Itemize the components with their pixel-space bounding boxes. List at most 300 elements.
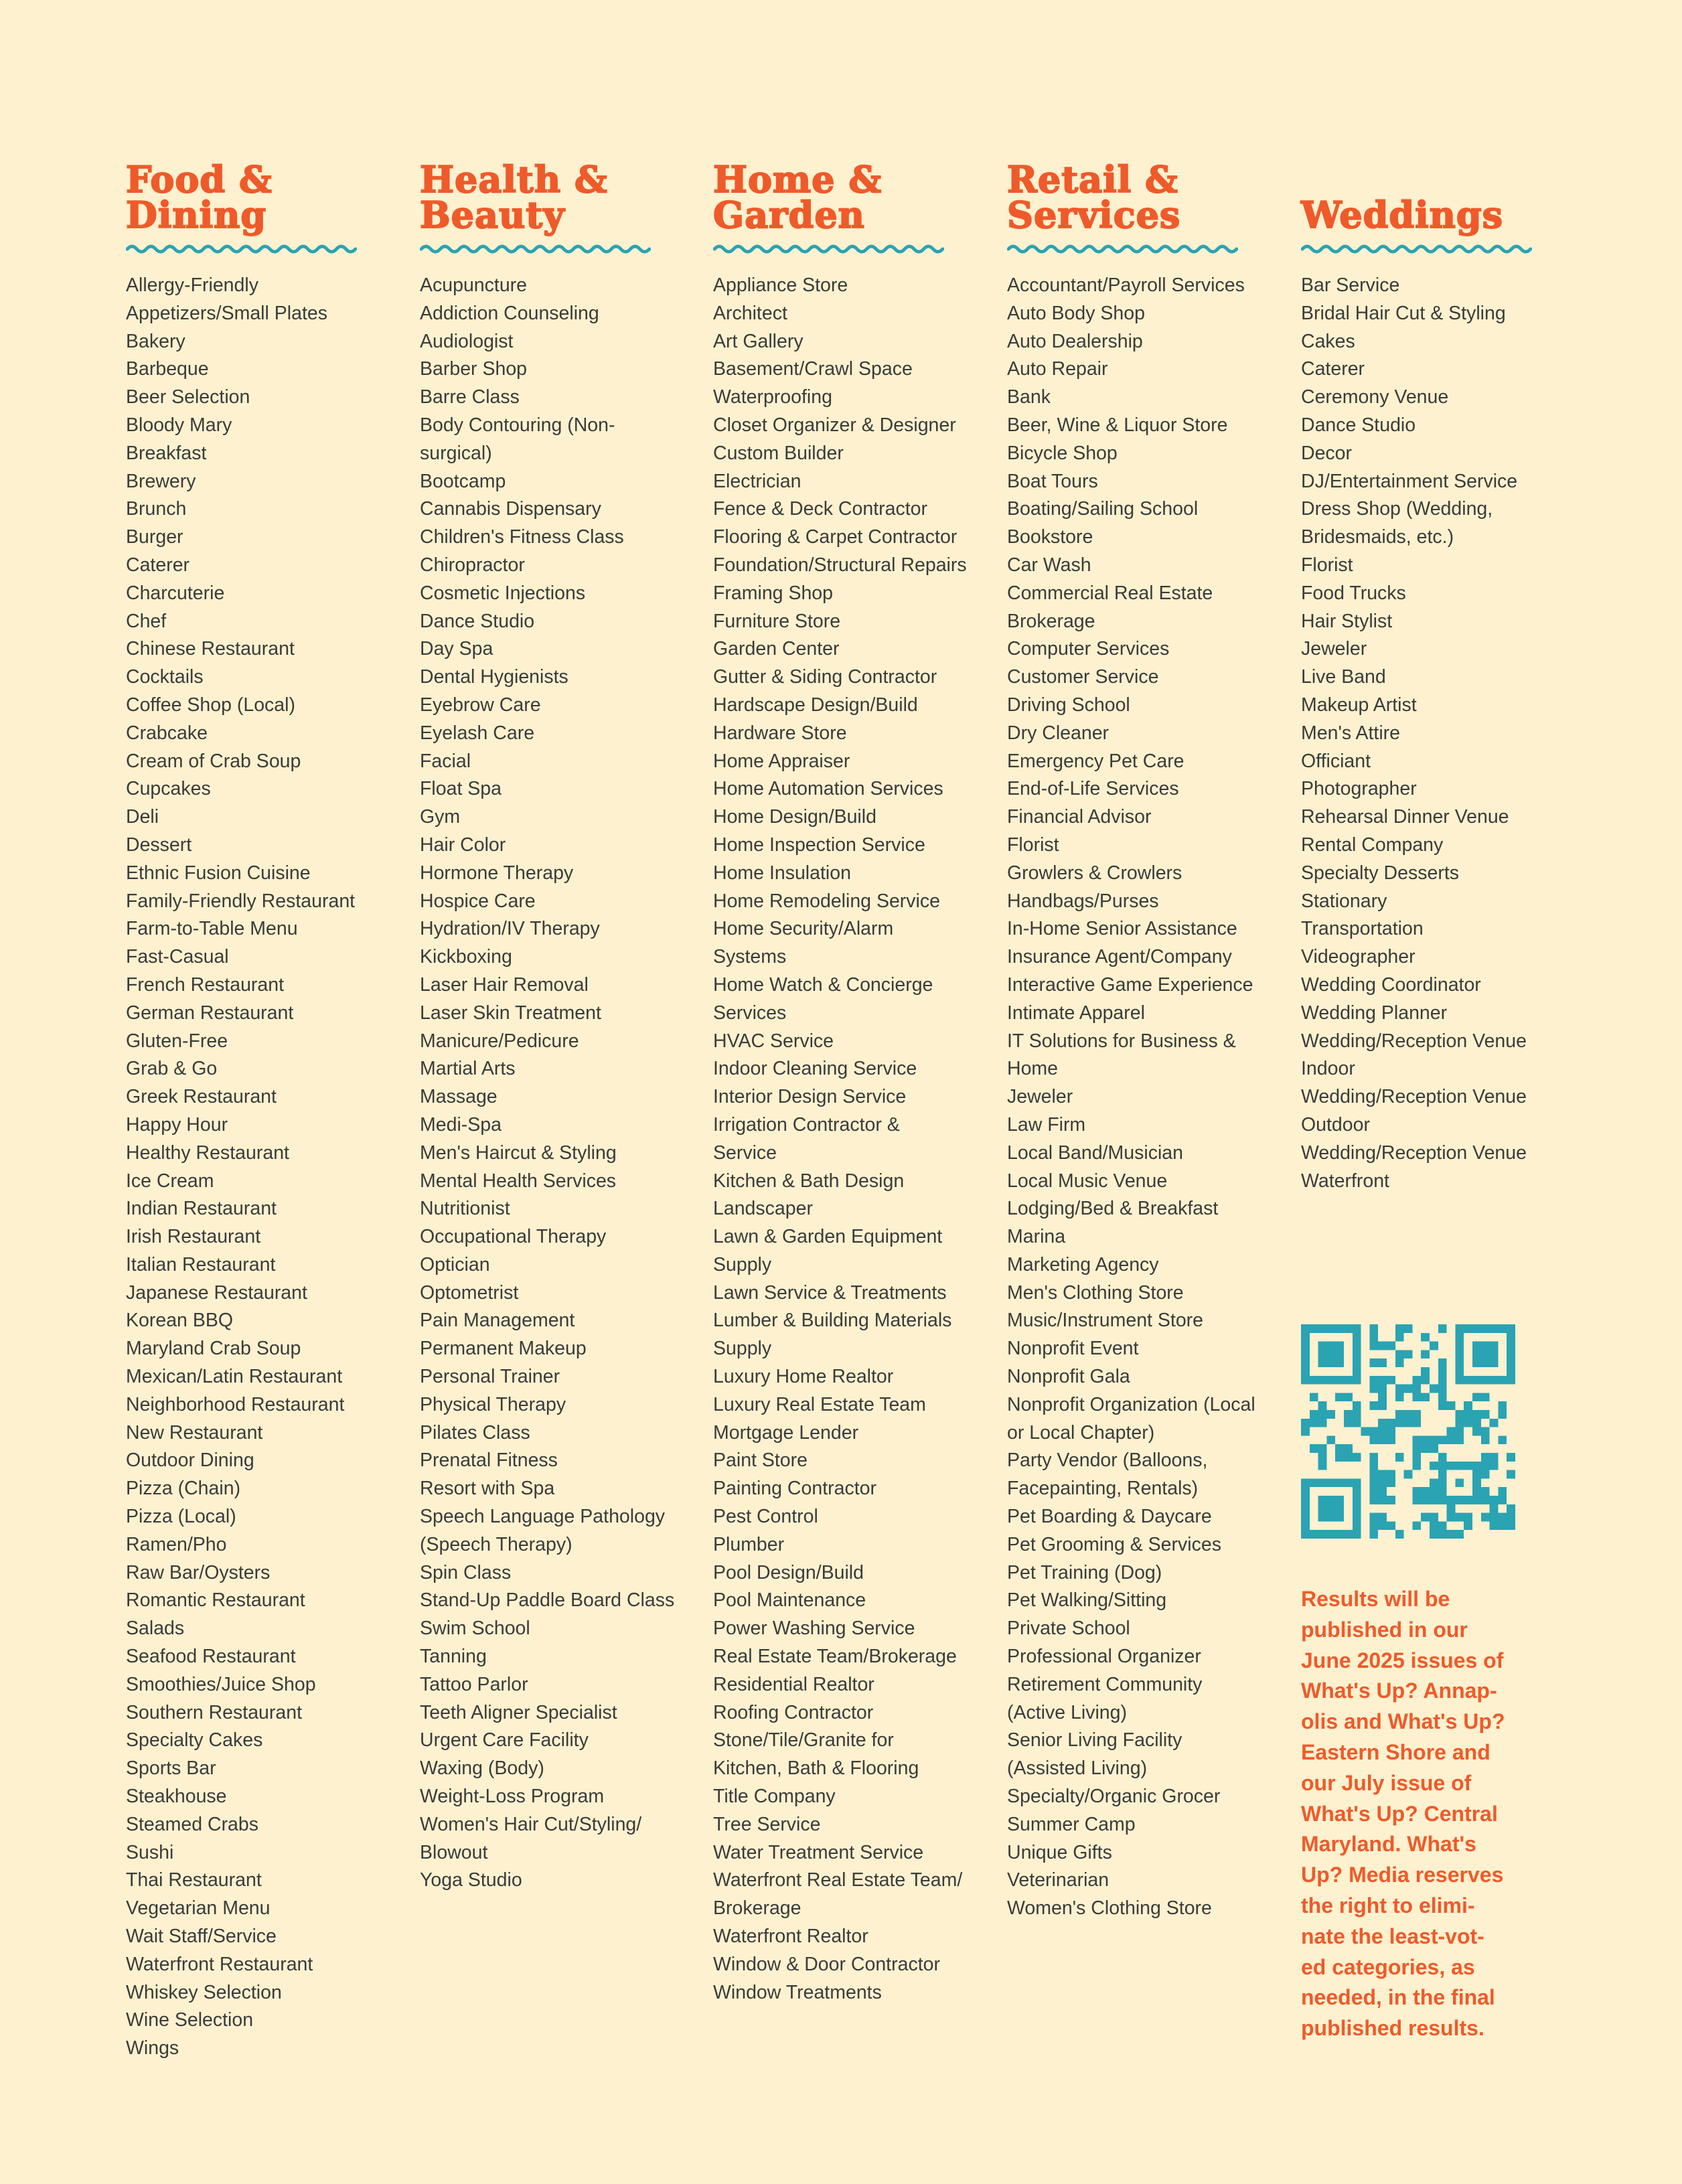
results-note-line: ed categories, as	[1301, 1954, 1475, 1979]
category-item: Window Treatments	[713, 1981, 882, 2003]
category-item: Eyelash Care	[420, 722, 535, 744]
category-item: German Restaurant	[126, 1002, 294, 1024]
category-item: Medi-Spa	[420, 1113, 502, 1136]
category-item: Stand-Up Paddle Board Class	[420, 1589, 675, 1612]
category-item: Chinese Restaurant	[126, 638, 295, 660]
category-item: Family-Friendly Restaurant	[126, 890, 356, 912]
category-item: Charcuterie	[126, 582, 225, 604]
category-item: Interactive Game Experience	[1007, 973, 1253, 996]
category-item: Auto Repair	[1007, 358, 1108, 380]
category-item: Home Automation Services	[713, 778, 943, 800]
category-item: Appliance Store	[713, 275, 848, 296]
category-item: Bloody Mary	[126, 414, 232, 436]
column-heading-line: Retail &	[1007, 158, 1178, 201]
category-item: Mexican/Latin Restaurant	[126, 1366, 343, 1388]
category-item: Women's Hair Cut/Styling/	[420, 1813, 642, 1835]
category-item: Cocktails	[126, 666, 204, 688]
category-item: Interior Design Service	[713, 1086, 907, 1108]
column-heading-line: Beauty	[420, 193, 565, 236]
column-heading-line: Home &	[713, 158, 883, 201]
category-item: Martial Arts	[420, 1058, 516, 1080]
category-item: Dance Studio	[420, 610, 535, 632]
category-item: Women's Clothing Store	[1007, 1897, 1212, 1920]
category-item: Swim School	[420, 1618, 530, 1640]
category-item: Pool Design/Build	[713, 1561, 864, 1583]
category-item: Korean BBQ	[126, 1310, 234, 1332]
category-item: Pilates Class	[420, 1421, 530, 1444]
category-item: Facial	[420, 750, 471, 772]
category-item: Cupcakes	[126, 778, 211, 800]
category-item: Videographer	[1301, 946, 1416, 968]
category-item: Lawn & Garden Equipment	[713, 1226, 943, 1248]
category-item: Systems	[713, 946, 787, 968]
category-item: Indoor	[1301, 1058, 1355, 1080]
category-item: Plumber	[713, 1533, 785, 1555]
category-item: Barber Shop	[420, 358, 528, 380]
category-item: Teeth Aligner Specialist	[420, 1701, 617, 1723]
category-item: Wait Staff/Service	[126, 1926, 277, 1948]
category-item: Bicycle Shop	[1007, 442, 1118, 464]
column-heading	[126, 143, 394, 236]
category-item: Romantic Restaurant	[126, 1589, 305, 1612]
category-item: Gym	[420, 806, 461, 828]
category-item: Personal Trainer	[420, 1366, 560, 1388]
category-item: Veterinarian	[1007, 1869, 1110, 1891]
category-item: Professional Organizer	[1007, 1646, 1201, 1668]
category-item: Acupuncture	[420, 275, 528, 296]
category-item: (Active Living)	[1007, 1701, 1127, 1723]
category-item: Yoga Studio	[420, 1869, 522, 1891]
category-item: Marina	[1007, 1226, 1066, 1248]
category-item: Bootcamp	[420, 470, 506, 492]
category-item: Lodging/Bed & Breakfast	[1007, 1198, 1219, 1220]
category-item: Basement/Crawl Space	[713, 358, 913, 380]
category-item: Stone/Tile/Granite for	[713, 1729, 894, 1751]
category-item: Hair Stylist	[1301, 610, 1393, 632]
category-item: Summer Camp	[1007, 1813, 1136, 1835]
category-item: Pizza (Local)	[126, 1506, 236, 1528]
category-item: Paint Store	[713, 1450, 808, 1472]
category-item: Manicure/Pedicure	[420, 1030, 579, 1052]
category-item: Services	[713, 1002, 787, 1024]
results-note-line: June 2025 issues of	[1301, 1648, 1504, 1672]
results-note-line: published results.	[1301, 2016, 1484, 2041]
category-item: Specialty/Organic Grocer	[1007, 1786, 1221, 1808]
category-item: Closet Organizer & Designer	[713, 414, 956, 436]
category-item: Crabcake	[126, 722, 208, 744]
category-item: Resort with Spa	[420, 1478, 555, 1500]
category-item: Physical Therapy	[420, 1393, 566, 1415]
category-item: Foundation/Structural Repairs	[713, 554, 967, 576]
category-item: Wedding Planner	[1301, 1002, 1448, 1024]
column-heading-line: Services	[1007, 193, 1181, 236]
category-item: Float Spa	[420, 778, 502, 800]
category-item: Ethnic Fusion Cuisine	[126, 862, 311, 884]
category-item: Window & Door Contractor	[713, 1953, 940, 1975]
category-item: Jeweler	[1301, 638, 1367, 660]
category-item: Emergency Pet Care	[1007, 750, 1184, 772]
category-item: Addiction Counseling	[420, 302, 599, 324]
category-item: Ramen/Pho	[126, 1533, 227, 1555]
category-item: Salads	[126, 1618, 185, 1640]
category-item: Boat Tours	[1007, 470, 1098, 492]
category-item: Dry Cleaner	[1007, 722, 1110, 744]
category-item: Power Washing Service	[713, 1618, 915, 1640]
category-item: (Speech Therapy)	[420, 1533, 572, 1555]
category-item: Pain Management	[420, 1310, 575, 1332]
category-item: Specialty Cakes	[126, 1729, 263, 1751]
category-item: Barbeque	[126, 358, 209, 380]
category-item: Auto Body Shop	[1007, 302, 1145, 324]
category-item: Rehearsal Dinner Venue	[1301, 806, 1509, 828]
category-item: Japanese Restaurant	[126, 1281, 307, 1304]
category-item: Italian Restaurant	[126, 1253, 276, 1275]
category-item: (Assisted Living)	[1007, 1758, 1148, 1780]
category-item: Computer Services	[1007, 638, 1170, 660]
results-note-line: published in our	[1301, 1617, 1468, 1642]
category-item: Dance Studio	[1301, 414, 1416, 436]
wave-divider-icon	[126, 241, 357, 257]
category-item: Eyebrow Care	[420, 694, 541, 716]
category-item: Waxing (Body)	[420, 1758, 544, 1780]
category-item: In-Home Senior Assistance	[1007, 918, 1237, 940]
category-item: Cosmetic Injections	[420, 582, 586, 604]
category-item: Irish Restaurant	[126, 1226, 261, 1248]
category-item: Financial Advisor	[1007, 806, 1152, 828]
category-item: Kitchen & Bath Design	[713, 1170, 905, 1192]
category-item: Gutter & Siding Contractor	[713, 666, 937, 688]
category-item: Water Treatment Service	[713, 1841, 924, 1863]
category-item: Local Music Venue	[1007, 1170, 1168, 1192]
category-item: Indoor Cleaning Service	[713, 1058, 917, 1080]
wave-divider-icon	[1007, 241, 1238, 257]
category-item: Blowout	[420, 1841, 488, 1863]
category-item: Men's Haircut & Styling	[420, 1142, 617, 1164]
category-item: Waterfront Restaurant	[126, 1953, 313, 1975]
category-item: Flooring & Carpet Contractor	[713, 526, 958, 548]
category-item: Electrician	[713, 470, 801, 492]
wave-divider-icon	[1301, 241, 1532, 257]
category-item: Pet Training (Dog)	[1007, 1561, 1162, 1583]
category-item: or Local Chapter)	[1007, 1421, 1155, 1444]
category-item: Pest Control	[713, 1506, 818, 1528]
category-item: Facepainting, Rentals)	[1007, 1478, 1199, 1500]
category-item: Handbags/Purses	[1007, 890, 1159, 912]
category-item: Spin Class	[420, 1561, 512, 1583]
category-item: New Restaurant	[126, 1421, 263, 1444]
column-heading	[420, 143, 688, 236]
category-item: Optometrist	[420, 1281, 519, 1304]
column-health-beauty	[420, 143, 688, 1895]
results-note-line: What's Up? Annap-	[1301, 1679, 1497, 1703]
category-item: Gluten-Free	[126, 1030, 228, 1052]
category-item: Seafood Restaurant	[126, 1646, 296, 1668]
category-item: Retirement Community	[1007, 1673, 1203, 1695]
category-item: Tanning	[420, 1646, 487, 1668]
category-item: Smoothies/Juice Shop	[126, 1673, 316, 1695]
category-item: Commercial Real Estate	[1007, 582, 1213, 604]
category-item: Beer, Wine & Liquor Store	[1007, 414, 1228, 436]
category-item: Audiologist	[420, 330, 514, 352]
category-item: Bookstore	[1007, 526, 1093, 548]
category-item: Title Company	[713, 1786, 836, 1808]
category-item: Grab & Go	[126, 1058, 218, 1080]
category-item: Farm-to-Table Menu	[126, 918, 298, 940]
category-item: Thai Restaurant	[126, 1869, 262, 1891]
category-item: Intimate Apparel	[1007, 1002, 1145, 1024]
category-item: Body Contouring (Non-	[420, 414, 615, 436]
category-item: Furniture Store	[713, 610, 841, 632]
qr-code-icon[interactable]	[1301, 1324, 1515, 1539]
column-heading	[713, 143, 981, 236]
category-item: Southern Restaurant	[126, 1701, 302, 1723]
category-item: Nonprofit Organization (Local	[1007, 1393, 1255, 1415]
category-item: Bank	[1007, 386, 1051, 408]
category-item: Officiant	[1301, 750, 1371, 772]
category-item: Occupational Therapy	[420, 1226, 607, 1248]
column-food-dining	[126, 143, 394, 2063]
category-item: Brunch	[126, 498, 187, 520]
category-item: Speech Language Pathology	[420, 1506, 666, 1528]
category-item: Appetizers/Small Plates	[126, 302, 327, 324]
category-item: Kitchen, Bath & Flooring	[713, 1758, 919, 1780]
category-item: Children's Fitness Class	[420, 526, 624, 548]
category-item: Massage	[420, 1086, 498, 1108]
category-item: Bridesmaids, etc.)	[1301, 526, 1454, 548]
category-item: Hydration/IV Therapy	[420, 918, 600, 940]
category-item: Residential Realtor	[713, 1673, 874, 1695]
category-item: Bar Service	[1301, 275, 1400, 296]
category-item: Auto Dealership	[1007, 330, 1143, 352]
category-item: HVAC Service	[713, 1030, 834, 1052]
category-item: Raw Bar/Oysters	[126, 1561, 271, 1583]
category-item: Boating/Sailing School	[1007, 498, 1199, 520]
category-item: Lawn Service & Treatments	[713, 1281, 947, 1304]
category-item: Home Security/Alarm	[713, 918, 894, 940]
category-item: Brewery	[126, 470, 196, 492]
category-item: Supply	[713, 1338, 772, 1360]
category-item: IT Solutions for Business &	[1007, 1030, 1236, 1052]
category-item: Home Inspection Service	[713, 834, 925, 856]
category-item: Wine Selection	[126, 2009, 254, 2031]
column-heading	[1007, 143, 1275, 236]
column-retail-services	[1007, 143, 1275, 1923]
category-item: Private School	[1007, 1618, 1130, 1640]
category-item: Florist	[1301, 554, 1353, 576]
column-heading-line: Food &	[126, 158, 273, 201]
category-item: Waterfront Realtor	[713, 1926, 868, 1948]
category-item: Senior Living Facility	[1007, 1729, 1182, 1751]
category-item: Prenatal Fitness	[420, 1450, 558, 1472]
category-item: Dress Shop (Wedding,	[1301, 498, 1493, 520]
category-item: Law Firm	[1007, 1113, 1086, 1136]
column-weddings	[1301, 143, 1569, 1195]
category-item: Bridal Hair Cut & Styling	[1301, 302, 1506, 324]
category-item: Sports Bar	[126, 1758, 216, 1780]
category-item: Deli	[126, 806, 159, 828]
category-item: Decor	[1301, 442, 1353, 464]
category-item: Nonprofit Gala	[1007, 1366, 1130, 1388]
category-item: Neighborhood Restaurant	[126, 1393, 345, 1415]
category-item: Pool Maintenance	[713, 1589, 866, 1612]
results-note-line: our July issue of	[1301, 1770, 1472, 1795]
category-item: Happy Hour	[126, 1113, 228, 1136]
category-item: Food Trucks	[1301, 582, 1406, 604]
category-item: Waterproofing	[713, 386, 832, 408]
category-item: Tree Service	[713, 1813, 821, 1835]
category-item: Hardscape Design/Build	[713, 694, 918, 716]
category-item: Rental Company	[1301, 834, 1444, 856]
category-item: Optician	[420, 1253, 490, 1275]
category-item: Home Insulation	[713, 862, 851, 884]
wave-divider-icon	[713, 241, 944, 257]
column-heading-line: Weddings	[1301, 193, 1504, 236]
category-item: Pet Walking/Sitting	[1007, 1589, 1167, 1612]
category-item: Outdoor	[1301, 1113, 1370, 1136]
category-item: Weight-Loss Program	[420, 1786, 605, 1808]
category-item: Waterfront	[1301, 1170, 1389, 1192]
category-item: Dessert	[126, 834, 192, 856]
category-item: Wedding/Reception Venue	[1301, 1030, 1527, 1052]
category-list	[126, 272, 394, 2063]
category-item: Wedding/Reception Venue	[1301, 1086, 1527, 1108]
category-item: Supply	[713, 1253, 772, 1275]
category-item: Chiropractor	[420, 554, 525, 576]
category-item: Sushi	[126, 1841, 174, 1863]
category-item: Wedding Coordinator	[1301, 973, 1481, 996]
category-item: surgical)	[420, 442, 492, 464]
category-item: Dental Hygienists	[420, 666, 568, 688]
category-item: Art Gallery	[713, 330, 804, 352]
category-item: Day Spa	[420, 638, 493, 660]
category-item: Ceremony Venue	[1301, 386, 1449, 408]
category-item: Driving School	[1007, 694, 1130, 716]
category-item: Home	[1007, 1058, 1059, 1080]
category-item: Breakfast	[126, 442, 207, 464]
category-list	[713, 272, 981, 2007]
category-item: Cannabis Dispensary	[420, 498, 601, 520]
column-heading-line: Dining	[126, 193, 267, 236]
category-item: Transportation	[1301, 918, 1424, 940]
category-item: French Restaurant	[126, 973, 285, 996]
category-item: Greek Restaurant	[126, 1086, 277, 1108]
wave-divider-icon	[420, 241, 651, 257]
results-note-line: needed, in the final	[1301, 1985, 1495, 2010]
category-item: Makeup Artist	[1301, 694, 1417, 716]
category-item: Coffee Shop (Local)	[126, 694, 295, 716]
results-note-line: Results will be	[1301, 1587, 1450, 1611]
category-item: Burger	[126, 526, 183, 548]
category-item: Lumber & Building Materials	[713, 1310, 952, 1332]
category-item: Florist	[1007, 834, 1059, 856]
results-note-line: What's Up? Central	[1301, 1801, 1498, 1826]
category-item: Roofing Contractor	[713, 1701, 874, 1723]
results-note	[1301, 1584, 1549, 2044]
category-item: Live Band	[1301, 666, 1386, 688]
category-item: Mental Health Services	[420, 1170, 617, 1192]
category-item: Mortgage Lender	[713, 1421, 859, 1444]
category-item: Indian Restaurant	[126, 1198, 277, 1220]
category-item: Allergy-Friendly	[126, 275, 258, 296]
category-item: Cream of Crab Soup	[126, 750, 301, 772]
category-item: Luxury Real Estate Team	[713, 1393, 926, 1415]
category-item: Nutritionist	[420, 1198, 510, 1220]
category-item: Architect	[713, 302, 787, 324]
results-note-line: the right to elimi-	[1301, 1893, 1475, 1918]
category-item: Fence & Deck Contractor	[713, 498, 927, 520]
category-item: Accountant/Payroll Services	[1007, 275, 1245, 296]
category-item: Hardware Store	[713, 722, 847, 744]
category-item: Hair Color	[420, 834, 506, 856]
category-item: Marketing Agency	[1007, 1253, 1159, 1275]
category-item: Hormone Therapy	[420, 862, 574, 884]
category-item: Insurance Agent/Company	[1007, 946, 1232, 968]
category-item: Permanent Makeup	[420, 1338, 587, 1360]
category-item: Pet Boarding & Daycare	[1007, 1506, 1212, 1528]
category-item: Painting Contractor	[713, 1478, 876, 1500]
category-item: Men's Attire	[1301, 722, 1400, 744]
category-list	[1007, 272, 1275, 1923]
results-note-line: Up? Media reserves	[1301, 1863, 1504, 1887]
category-item: Chef	[126, 610, 167, 632]
category-item: Real Estate Team/Brokerage	[713, 1646, 957, 1668]
results-note-line: Eastern Shore and	[1301, 1739, 1490, 1764]
category-item: Nonprofit Event	[1007, 1338, 1139, 1360]
category-item: Beer Selection	[126, 386, 250, 408]
results-note-line: nate the least-vot-	[1301, 1924, 1484, 1948]
category-item: Ice Cream	[126, 1170, 214, 1192]
category-item: Bakery	[126, 330, 185, 352]
category-item: Laser Hair Removal	[420, 973, 589, 996]
category-item: Framing Shop	[713, 582, 834, 604]
column-home-garden	[713, 143, 981, 2007]
results-note-line: Maryland. What's	[1301, 1832, 1476, 1857]
category-item: Jeweler	[1007, 1086, 1073, 1108]
category-item: Music/Instrument Store	[1007, 1310, 1204, 1332]
category-item: Whiskey Selection	[126, 1981, 282, 2003]
category-item: Maryland Crab Soup	[126, 1338, 301, 1360]
category-item: Healthy Restaurant	[126, 1142, 289, 1164]
category-item: Local Band/Musician	[1007, 1142, 1183, 1164]
category-item: Hospice Care	[420, 890, 536, 912]
category-item: Luxury Home Realtor	[713, 1366, 894, 1388]
category-item: Outdoor Dining	[126, 1450, 254, 1472]
category-item: Garden Center	[713, 638, 840, 660]
category-item: Customer Service	[1007, 666, 1159, 688]
category-item: Unique Gifts	[1007, 1841, 1112, 1863]
category-item: Stationary	[1301, 890, 1387, 912]
category-item: Barre Class	[420, 386, 520, 408]
category-item: Tattoo Parlor	[420, 1673, 528, 1695]
category-item: Car Wash	[1007, 554, 1091, 576]
category-item: Caterer	[126, 554, 190, 576]
category-item: Fast-Casual	[126, 946, 229, 968]
column-heading-line: Garden	[713, 193, 865, 236]
category-item: Pet Grooming & Services	[1007, 1533, 1221, 1555]
column-heading	[1301, 143, 1569, 236]
category-item: Home Design/Build	[713, 806, 876, 828]
category-item: Growlers & Crowlers	[1007, 862, 1182, 884]
category-item: Brokerage	[1007, 610, 1095, 632]
category-item: Urgent Care Facility	[420, 1729, 589, 1751]
category-item: Steamed Crabs	[126, 1813, 259, 1835]
category-item: Wedding/Reception Venue	[1301, 1142, 1527, 1164]
category-item: End-of-Life Services	[1007, 778, 1179, 800]
category-item: Kickboxing	[420, 946, 512, 968]
category-item: Specialty Desserts	[1301, 862, 1460, 884]
category-item: Pizza (Chain)	[126, 1478, 241, 1500]
category-item: DJ/Entertainment Service	[1301, 470, 1518, 492]
